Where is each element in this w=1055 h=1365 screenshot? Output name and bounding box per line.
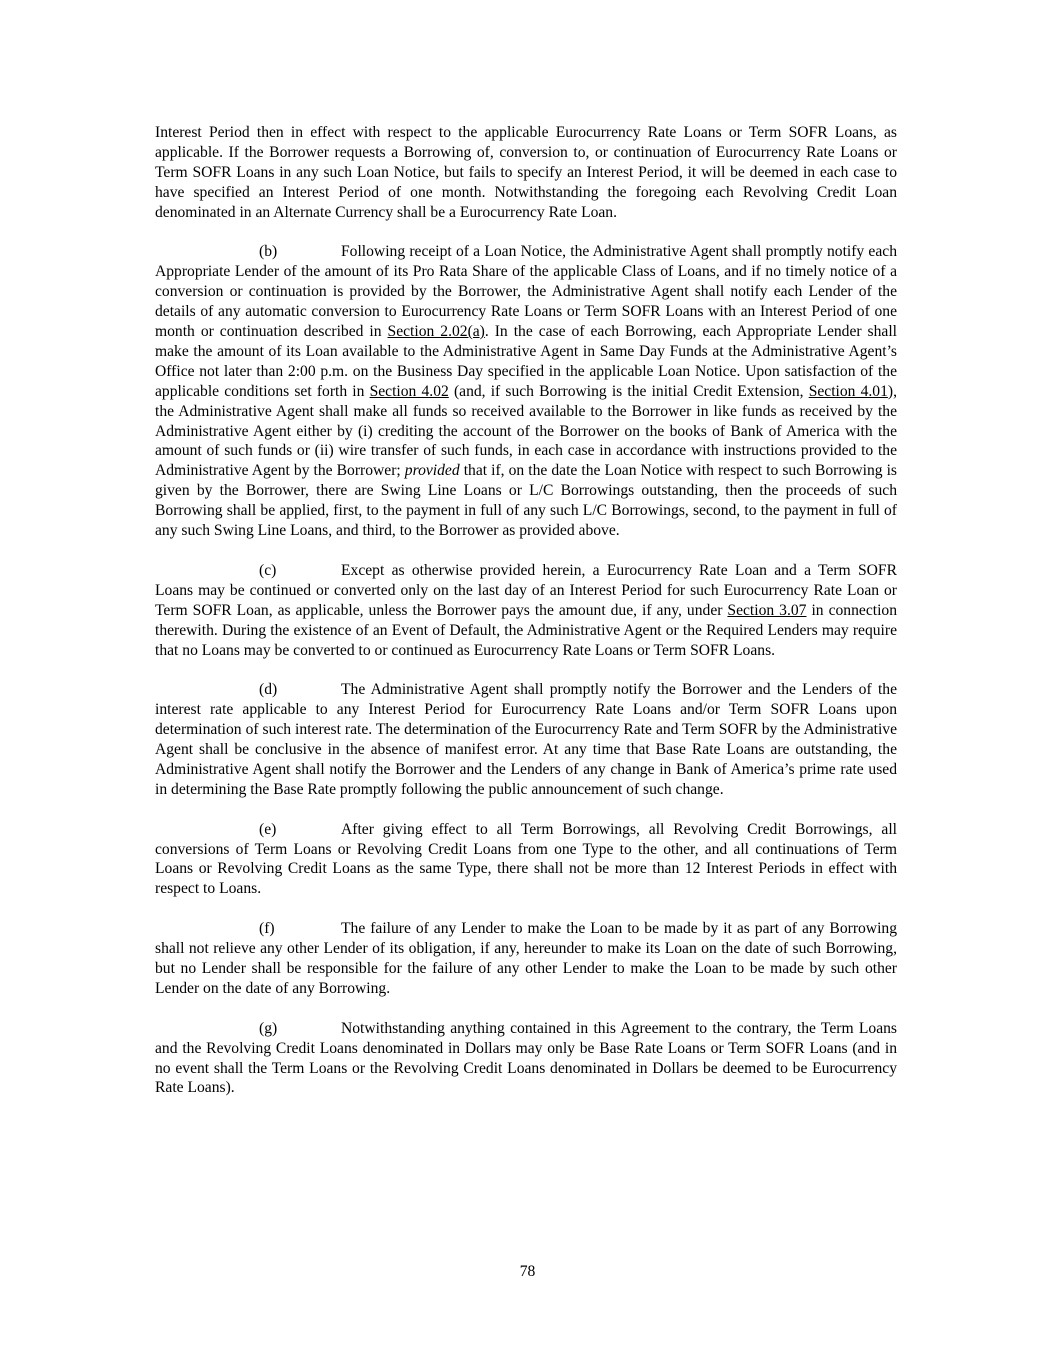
paragraph-a-continuation	[155, 123, 897, 223]
paragraph-text: . In the case of each Borrowing, each Appropriate Lender shall make the amount of its Loan available to the Administrative Agent in Same Day Funds at the Administrative Agent’s Office not later than 2:00 p.m. on the Business Day specified in the applicable Loan Notice. Upon satisfaction of the applicable conditions set forth in	[155, 323, 897, 400]
paragraph-text: The failure of any Lender to make the Loan to be made by it as part of any Borrowing shall not relieve any other Lender of its obligation, if any, hereunder to make its Loan on the date of such Borrowing, but no Lender shall be responsible for the failure of any other Lender to make the Loan to be made by such other Lender on the date of any Borrowing.	[155, 920, 897, 997]
paragraph-text: in connection therewith. During the existence of an Event of Default, the Administrative Agent or the Required Lenders may require that no Loans may be converted to or continued as Eurocurrency Rate Loans or Term SOFR Loans.	[155, 601, 897, 659]
paragraph-d	[155, 680, 897, 799]
section-reference: Section 2.02(a)	[387, 323, 485, 341]
paragraph-g	[155, 1019, 897, 1099]
document-body	[155, 123, 897, 1118]
paragraph-text: Notwithstanding anything contained in this Agreement to the contrary, the Term Loans and the Revolving Credit Loans denominated in Dollars may only be Base Rate Loans or Term SOFR Loans (and in no event shall the Term Loans or the Revolving Credit Loans denominated in Dollars be deemed to be Eurocurrency Rate Loans).	[155, 1019, 897, 1097]
section-reference: Section 4.02	[369, 382, 449, 400]
italic-term: provided	[404, 462, 460, 480]
paragraph-label: (c)	[259, 561, 277, 579]
paragraph-label: (d)	[259, 681, 278, 699]
paragraph-text: Interest Period then in effect with respect to the applicable Eurocurrency Rate Loans or Term SOFR Loans, as applicable. If the Borrower requests a Borrowing of, conversion to, or continuation of Eurocurrency Rate Loans or Term SOFR Loans in any such Loan Notice, but fails to specify an Interest Period, it will be deemed in each case to have specified an Interest Period of one month. Notwithstanding the foregoing each Revolving Credit Loan denominated in an Alternate Currency shall be a Eurocurrency Rate Loan.	[155, 124, 897, 221]
paragraph-c	[155, 561, 897, 661]
section-reference: Section 4.01	[808, 382, 888, 400]
paragraph-label: (g)	[259, 1019, 278, 1037]
paragraph-text: that if, on the date the Loan Notice with respect to such Borrowing is given by the Borrower, there are Swing Line Loans or L/C Borrowings outstanding, then the proceeds of such Borrowing shall be applied, first, to the payment in full of any such L/C Borrowings, second, to the payment in full of any such Swing Line Loans, and third, to the Borrower as provided above.	[155, 462, 897, 540]
paragraph-label: (b)	[259, 243, 278, 261]
paragraph-label: (f)	[259, 920, 275, 938]
paragraph-text: (and, if such Borrowing is the initial Credit Extension,	[448, 382, 809, 400]
paragraph-b	[155, 242, 897, 541]
paragraph-text: After giving effect to all Term Borrowings, all Revolving Credit Borrowings, all conversions of Term Loans or Revolving Credit Loans from one Type to the other, and all continuations of Term Loans or Revolving Credit Loans as the same Type, there shall not be more than 12 Interest Periods in effect with respect to Loans.	[155, 820, 897, 898]
paragraph-label: (e)	[259, 820, 277, 838]
page-number: 78	[519, 1263, 536, 1280]
paragraph-f	[155, 919, 897, 999]
paragraph-text: ), the Administrative Agent shall make all funds so received available to the Borrower in like funds as received by the Administrative Agent either by (i) crediting the account of the Borrower on the books of Bank of America with the amount of such funds or (ii) wire transfer of such funds, in each case in accordance with instructions provided to the Administrative Agent by the Borrower;	[155, 382, 897, 480]
paragraph-text: The Administrative Agent shall promptly notify the Borrower and the Lenders of the interest rate applicable to any Interest Period for Eurocurrency Rate Loans and/or Term SOFR Loans upon determination of such interest rate. The determination of the Eurocurrency Rate and Term SOFR by the Administrative Agent shall be conclusive in the absence of manifest error. At any time that Base Rate Loans are outstanding, the Administrative Agent shall notify the Borrower and the Lenders of any change in Bank of America’s prime rate used in determining the Base Rate promptly following the public announcement of such change.	[155, 681, 897, 798]
paragraph-text: Following receipt of a Loan Notice, the Administrative Agent shall promptly notify each Appropriate Lender of the amount of its Pro Rata Share of the applicable Class of Loans, and if no timely notice of a conversion or continuation is provided by the Borrower, the Administrative Agent shall notify each Lender of the details of any automatic conversion to Eurocurrency Rate Loans or Term SOFR Loans with an Interest Period of one month or continuation described in	[155, 243, 897, 341]
paragraph-text: Except as otherwise provided herein, a Eurocurrency Rate Loan and a Term SOFR Loans may be continued or converted only on the last day of an Interest Period for such Eurocurrency Rate Loan or Term SOFR Loan, as applicable, unless the Borrower pays the amount due, if any, under	[155, 561, 897, 619]
section-reference: Section 3.07	[727, 601, 807, 619]
paragraph-e	[155, 820, 897, 900]
